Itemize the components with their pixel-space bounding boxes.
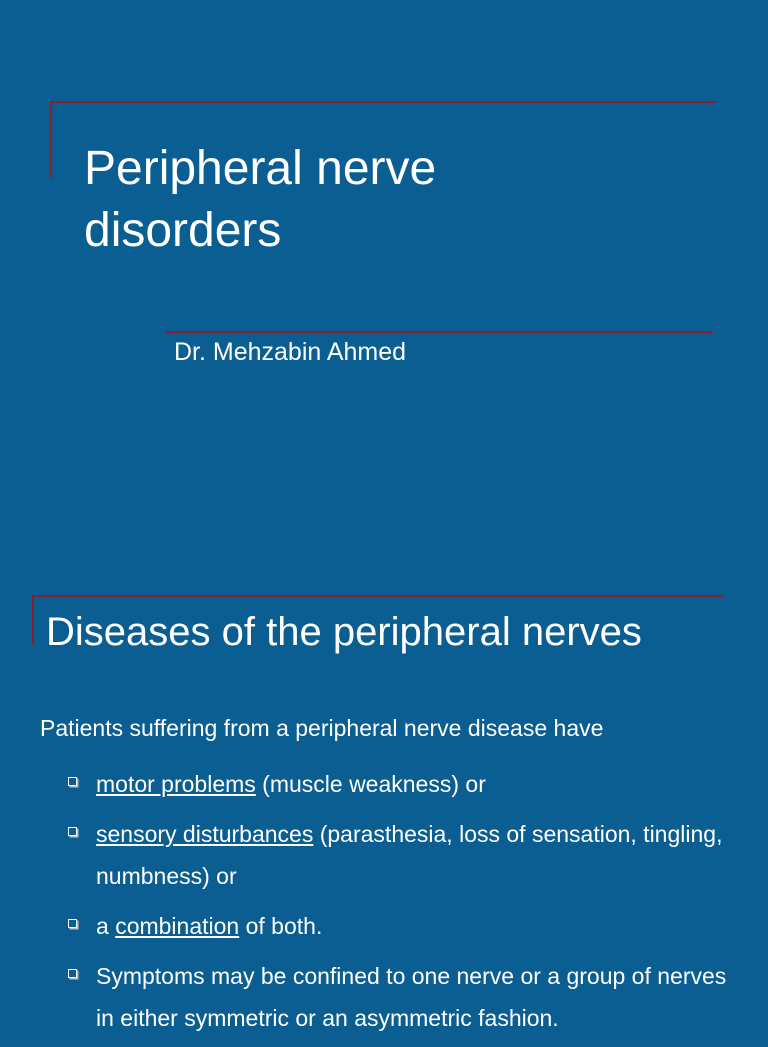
link-combination[interactable]: combination (115, 913, 240, 939)
bullet-text: Symptoms may be confined to one nerve or a group of nerves in either symmetric or an asymmetric fashion. (96, 963, 727, 1031)
heading-top-rule (32, 595, 723, 597)
intro-text: Patients suffering from a peripheral nerve disease have (40, 715, 604, 741)
link-sensory-disturbances[interactable]: sensory disturbances (96, 821, 314, 847)
square-bullet-icon (68, 969, 77, 978)
author-name: Dr. Mehzabin Ahmed (174, 338, 407, 366)
bullet-text: a (96, 913, 116, 939)
title-top-rule (50, 101, 716, 103)
title-line-2: disorders (84, 204, 282, 257)
square-bullet-icon (68, 919, 77, 928)
slide-heading: Diseases of the peripheral nerves (46, 610, 642, 654)
bullet-text: (parasthesia, loss of sensation, tingling, numbness) or (96, 821, 723, 889)
title-left-rule (50, 101, 52, 178)
bullet-text: (muscle weakness) or (255, 771, 486, 797)
slide-diseases (0, 576, 768, 1031)
slide-title-heading (84, 138, 436, 262)
square-bullet-icon (68, 827, 77, 836)
square-bullet-icon (68, 777, 77, 786)
subtitle-rule (166, 331, 713, 333)
bullet-text: of both. (239, 913, 323, 939)
heading-left-rule (32, 595, 34, 645)
list-item (68, 813, 728, 897)
link-motor-problems[interactable]: motor problems (96, 771, 256, 797)
bullet-list (68, 763, 728, 1047)
list-item (68, 763, 728, 805)
list-item (68, 905, 728, 947)
list-item (68, 955, 728, 1039)
title-line-1: Peripheral nerve (84, 142, 437, 195)
